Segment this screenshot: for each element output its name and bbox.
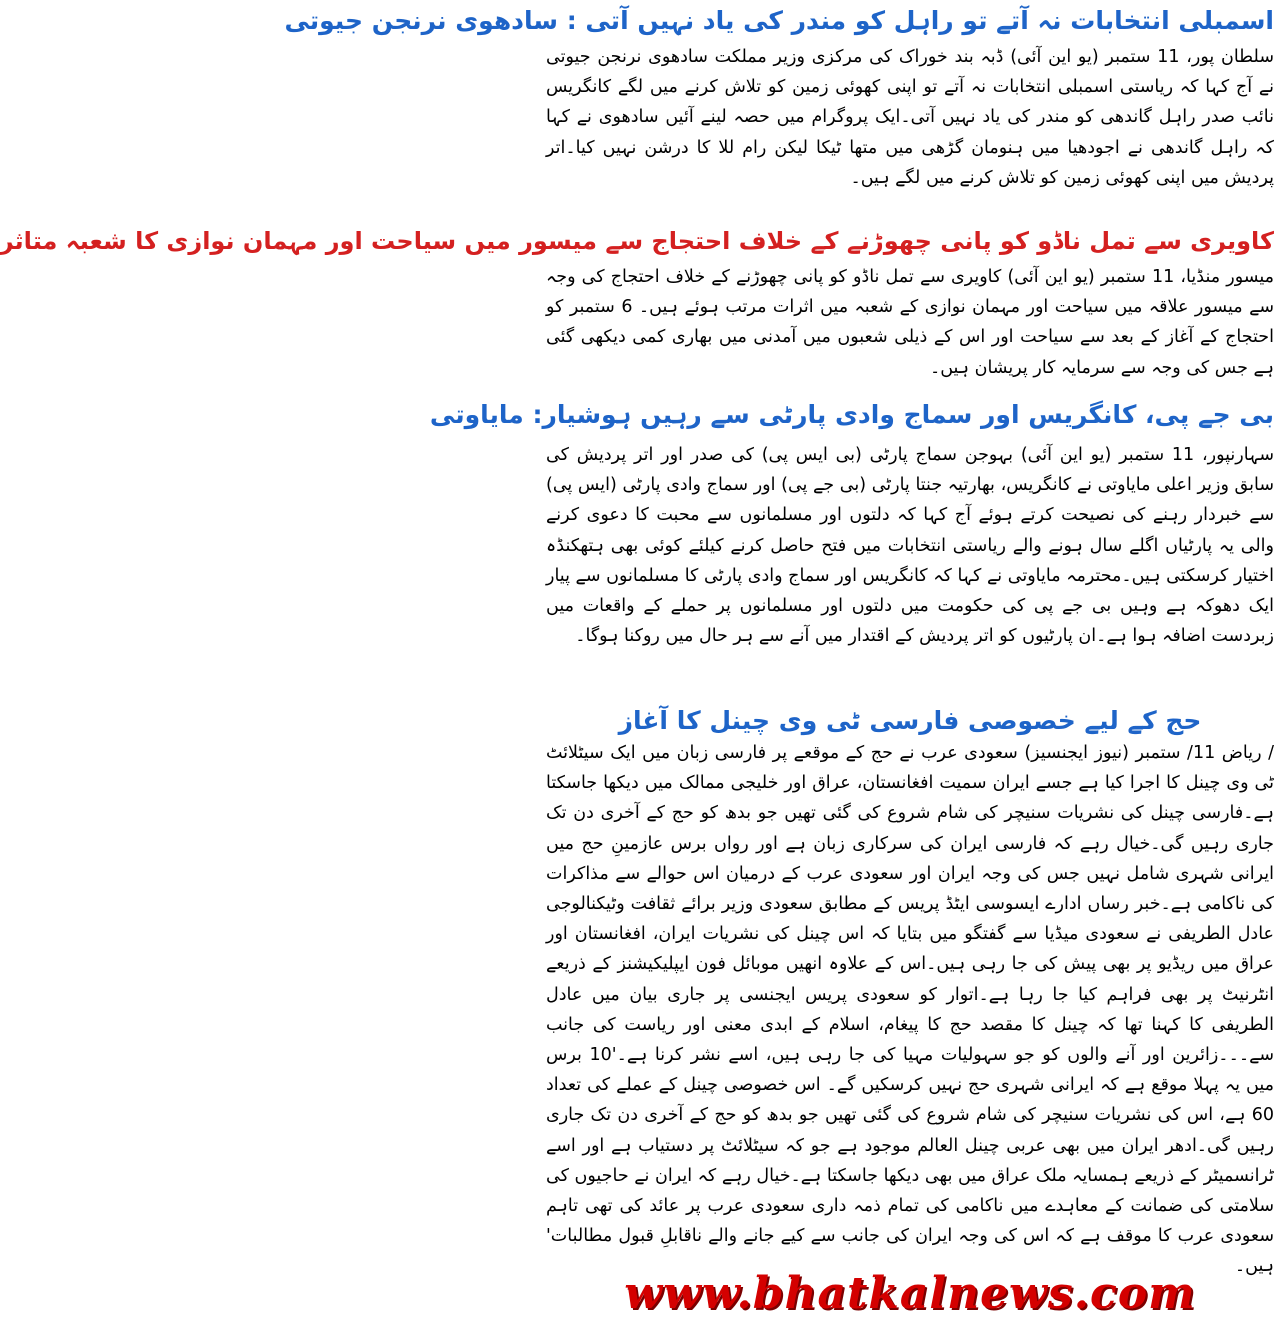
article-body: سلطان پور، 11 ستمبر (یو این آئی) ڈبہ بند خوراک کی مرکزی وزیر مملکت سادھوی نرنجن جیوتی نے آج کہا کہ ریاستی اسمبلی انتخابات نہ آتے تو اپنی کھوئی زمین کو تلاش کرنے میں لگے کانگریس نائب صدر راہل گاندھی کو مندر کی یاد نہیں آتی۔ایک پروگرام میں حصہ لینے آئیں سادھوی نے کہا کہ راہل گاندھی نے اجودھیا میں ہنومان گڑھی میں متھا ٹیکا لیکن رام للا کا درشن نہیں کیا۔اتر پردیش میں اپنی کھوئی زمین کو تلاش کرنے میں لگے ہیں۔: [546, 47, 1274, 188]
article-headline: حج کے لیے خصوصی فارسی ٹی وی چینل کا آغاز: [618, 706, 1202, 735]
article-headline: بی جے پی، کانگریس اور سماج وادی پارٹی سے رہیں ہوشیار: مایاوتی: [429, 400, 1274, 429]
site-watermark: www.bhatkalnews.com: [624, 1268, 1196, 1319]
article-rahul-temple: [284, 4, 1274, 193]
article-body: / ریاض 11/ ستمبر (نیوز ایجنسیز) سعودی عرب نے حج کے موقعے پر فارسی زبان میں ایک سیٹلائٹ ٹی وی چینل کا اجرا کیا ہے جسے ایران سمیت افغانستان، عراق اور خلیجی ممالک میں دیکھا جاسکتا ہے۔فارسی چینل کی نشریات سنیچر کی شام شروع کی گئی تھیں جو بدھ کو حج کے آخری دن تک جاری رہیں گی۔خیال رہے کہ فارسی ایران کی سرکاری زبان ہے اور رواں برس عازمینِ حج میں ایرانی شہری شامل نہیں جس کی وجہ ایران اور سعودی عرب کے درمیان اس حوالے سے مذاکرات کی ناکامی ہے۔خبر رساں ادارے ایسوسی ایٹڈ پریس کے مطابق سعودی وزیر برائے ثقافت وٹیکنالوجی عادل الطریفی نے سعودی میڈیا سے گفتگو میں بتایا کہ اس چینل کی نشریات ایران، افغانستان اور عراق میں ریڈیو پر بھی پیش کی جا رہی ہیں۔اس کے علاوہ انھیں موبائل فون ایپلیکیشنز کے ذریعے انٹرنیٹ پر بھی فراہم کیا جا رہا ہے۔اتوار کو سعودی پریس ایجنسی پر جاری بیان میں عادل الطریفی کا کہنا تھا کہ چینل کا مقصد حج کا پیغام، اسلام کے ابدی معنی اور ریاست کی جانب سے۔۔۔زائرین اور آنے والوں کو جو سہولیات مہیا کی جا رہی ہیں، اسے نشر کرنا ہے۔'10 برس میں یہ پہلا موقع ہے کہ ایرانی شہری حج نہیں کرسکیں گے۔ اس خصوصی چینل کے عملے کی تعداد 60 ہے، اس کی نشریات سنیچر کی شام شروع کی گئی تھیں جو بدھ کو حج کے آخری دن تک جاری رہیں گی۔ادھر ایران میں بھی عربی چینل العالم موجود ہے جو کہ سیٹلائٹ پر دستیاب ہے اور اسے ٹرانسمیٹر کے ذریعے ہمسایہ ملک عراق میں بھی دیکھا جاسکتا ہے۔خیال رہے کہ ایران نے حاجیوں کی سلامتی کی ضمانت کے معاہدے میں ناکامی کی تمام ذمہ داری سعودی عرب پر عائد کی تھی تاہم سعودی عرب کا موقف ہے کہ اس کی وجہ ایران کی جانب سے کیے جانے والے ناقابلِ قبول مطالبات' ہیں۔: [546, 743, 1274, 1277]
article-hajj-persian-channel: [546, 704, 1274, 1282]
article-headline: اسمبلی انتخابات نہ آتے تو راہل کو مندر کی یاد نہیں آتی : سادھوی نرنجن جیوتی: [284, 6, 1274, 35]
article-body: میسور منڈیا، 11 ستمبر (یو این آئی) کاویری سے تمل ناڈو کو پانی چھوڑنے کے خلاف احتجاج کی وجہ سے میسور علاقہ میں سیاحت اور مہمان نوازی کے شعبہ میں اثرات مرتب ہوئے ہیں۔ 6 ستمبر کو احتجاج کے آغاز کے بعد سے سیاحت اور اس کے ذیلی شعبوں میں آمدنی میں بھاری کمی دیکھی گئی ہے جس کی وجہ سے سرمایہ کار پریشان ہیں۔: [546, 267, 1275, 378]
article-mayawati: [429, 398, 1274, 651]
article-body: سہارنپور، 11 ستمبر (یو این آئی) بہوجن سماج پارٹی (بی ایس پی) کی صدر اور اتر پردیش کی سابق وزیر اعلی مایاوتی نے کانگریس، بھارتیہ جنتا پارٹی (بی جے پی) اور سماج وادی پارٹی (ایس پی) سے خبردار رہنے کی نصیحت کرتے ہوئے آج کہا کہ دلتوں اور مسلمانوں سے محبت کا دعوی کرنے والی یہ پارٹیاں اگلے سال ہونے والے ریاستی انتخابات میں فتح حاصل کرنے کیلئے کوئی بھی ہتھکنڈہ اختیار کرسکتی ہیں۔محترمہ مایاوتی نے کہا کہ کانگریس اور سماج وادی پارٹی کا مسلمانوں سے پیار ایک دھوکہ ہے وہیں بی جے پی کی حکومت میں دلتوں اور مسلمانوں پر حملے کے واقعات میں زبردست اضافہ ہوا ہے۔ان پارٹیوں کو اتر پردیش کے اقتدار میں آنے سے ہر حال میں روکنا ہوگا۔: [546, 445, 1274, 647]
article-cauvery-mysore: [0, 224, 1275, 383]
article-headline: کاویری سے تمل ناڈو کو پانی چھوڑنے کے خلاف احتجاج سے میسور میں سیاحت اور مہمان نوازی کا شعبہ متاثر: [0, 227, 1274, 255]
